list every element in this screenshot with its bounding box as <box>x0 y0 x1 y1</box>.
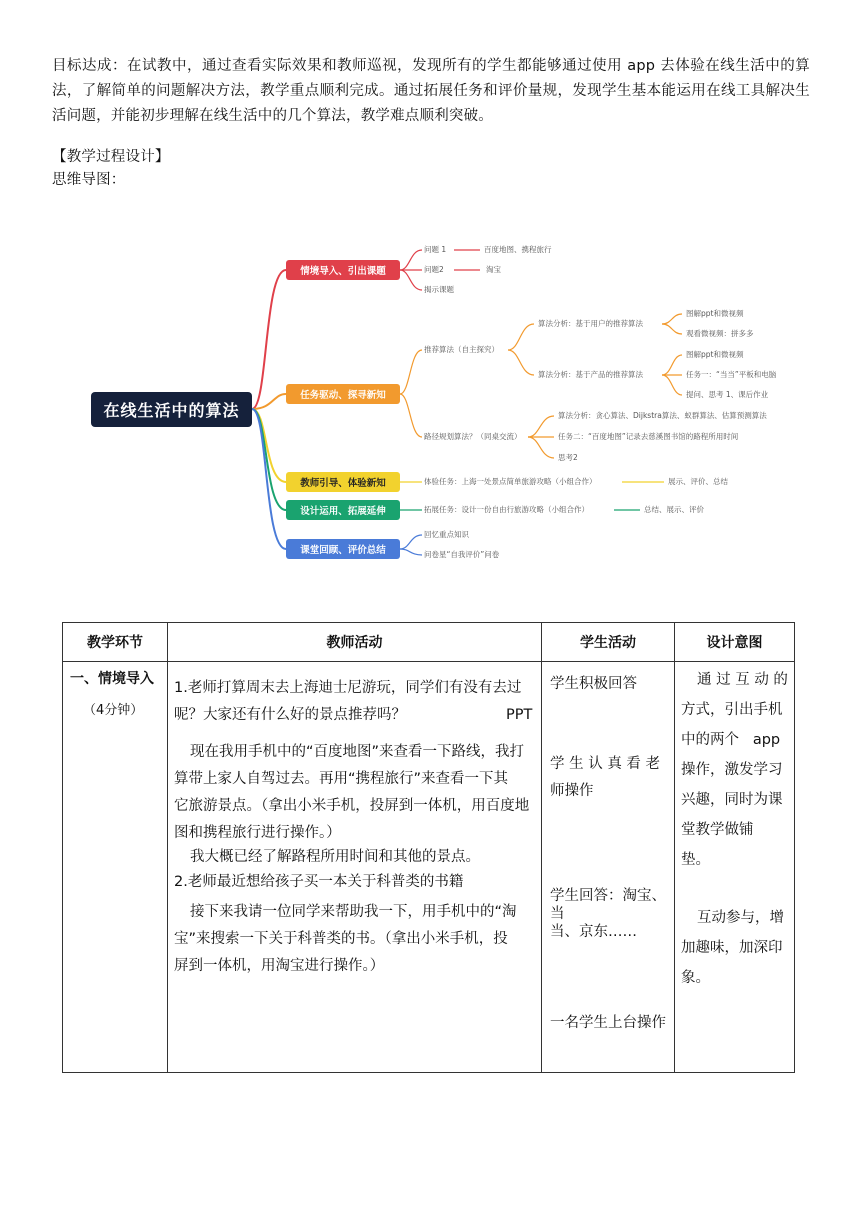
intent-line-1: 通 过 互 动 的 <box>697 672 788 688</box>
teacher-line-6: 图和携程旅行进行操作。） <box>174 825 341 841</box>
intent-line-6: 堂教学做铺 <box>681 822 754 838</box>
intent-line-2: 方式，引出手机 <box>681 702 783 718</box>
table-row <box>63 662 795 1073</box>
student-activity-4: 一名学生上台操作 <box>550 1015 666 1031</box>
student-activity-3b: 当 <box>550 906 565 922</box>
leaf-recommend: 推荐算法（自主探究） <box>424 345 499 354</box>
leaf-item-c: 提问、思考 1、课后作业 <box>686 390 769 399</box>
intent-line-7: 垫。 <box>681 852 710 868</box>
branch-intro: 情境导入、引出课题 <box>286 260 400 280</box>
lesson-table <box>62 622 795 1073</box>
intent-line-3: 中的两个 app <box>681 732 781 748</box>
leaf-recall: 回忆重点知识 <box>424 530 469 539</box>
stage-cell <box>63 662 168 1073</box>
branch-teacher-guide: 教师引导、体验新知 <box>286 472 400 492</box>
leaf-user-algo: 算法分析：基于用户的推荐算法 <box>538 319 643 328</box>
mind-map-caption: 思维导图： <box>52 172 126 188</box>
leaf-extension-task: 拓展任务：设计一份自由行旅游攻略（小组合作） <box>424 505 589 514</box>
leaf-path-b: 任务二：“百度地图”记录去慈溪图书馆的路程所用时间 <box>558 432 739 441</box>
header-teacher: 教师活动 <box>168 623 542 662</box>
intent-cell <box>675 662 795 1073</box>
header-stage: 教学环节 <box>63 623 168 662</box>
mind-map-root: 在线生活中的算法 <box>91 392 252 427</box>
teacher-line-7: 我大概已经了解路程所用时间和其他的景点。 <box>190 849 480 865</box>
branch-design-apply: 设计运用、拓展延伸 <box>286 500 400 520</box>
leaf-item-b: 任务一：“当当”平板和电脑 <box>686 370 777 379</box>
stage-title: 一、情境导入 <box>70 671 154 687</box>
branch-review: 课堂回顾、评价总结 <box>286 539 400 559</box>
leaf-question-2-app: 淘宝 <box>486 265 501 274</box>
section-heading: 【教学过程设计】 <box>52 149 170 165</box>
student-activity-1: 学生积极回答 <box>550 676 637 692</box>
leaf-item-algo: 算法分析：基于产品的推荐算法 <box>538 370 643 379</box>
goal-paragraph: 目标达成：在试教中，通过查看实际效果和教师巡视，发现所有的学生都能够通过使用 app 去体验在线生活中的算法，了解简单的问题解决方法，教学重点顺利完成。通过拓展任务和评价量规，发现学生基本能运用在线工具解决生活问题，并能初步理解在线生活中的几个算法，教学难点顺利突破。 <box>52 58 810 124</box>
teacher-line-3: 现在我用手机中的“百度地图”来查看一下路线，我打 <box>190 744 525 760</box>
intent-line-5: 兴趣，同时为课 <box>681 792 783 808</box>
leaf-item-a: 图解ppt和微视频 <box>686 350 744 359</box>
student-activity-2b: 师操作 <box>550 783 594 799</box>
leaf-experience-eval: 展示、评价、总结 <box>668 477 728 486</box>
intent-line-8: 互动参与，增 <box>697 910 784 926</box>
teacher-line-2: 呢？大家还有什么好的景点推荐吗？ <box>174 707 406 723</box>
leaf-experience-task: 体验任务：上海一处景点简单旅游攻略（小组合作） <box>424 477 597 486</box>
leaf-path-a: 算法分析：贪心算法、Dijkstra算法、蚁群算法、估算预测算法 <box>558 411 767 420</box>
teacher-line-11: 屏到一体机，用淘宝进行操作。） <box>174 958 385 974</box>
ppt-label: PPT <box>506 707 533 723</box>
stage-time: （4分钟） <box>83 703 144 718</box>
header-student: 学生活动 <box>542 623 675 662</box>
teacher-line-4: 算带上家人自驾过去。再用“携程旅行”来查看一下其 <box>174 771 509 787</box>
leaf-path-c: 思考2 <box>558 453 578 462</box>
student-cell <box>542 662 675 1073</box>
teacher-line-5: 它旅游景点。（拿出小米手机，投屏到一体机，用百度地 <box>174 798 530 814</box>
teacher-line-10: 宝”来搜索一下关于科普类的书。（拿出小米手机，投 <box>174 931 508 947</box>
mind-map <box>88 232 820 572</box>
leaf-user-b: 观看微视频：拼多多 <box>686 329 754 338</box>
teacher-line-8: 2.老师最近想给孩子买一本关于科普类的书籍 <box>174 874 464 890</box>
leaf-question-1: 问题 1 <box>424 245 447 254</box>
leaf-question-2: 问题2 <box>424 265 444 274</box>
header-intent: 设计意图 <box>675 623 795 662</box>
student-activity-3a: 学生回答：淘宝、 <box>550 888 666 904</box>
leaf-questionnaire: 问卷星“自我评价”问卷 <box>424 550 500 559</box>
student-activity-2a: 学 生 认 真 看 老 <box>550 756 661 772</box>
leaf-extension-eval: 总结、展示、评价 <box>644 505 704 514</box>
intent-line-9: 加趣味，加深印 <box>681 940 783 956</box>
leaf-user-a: 图解ppt和微视频 <box>686 309 744 318</box>
student-activity-3c: 当、京东…… <box>550 924 637 940</box>
teacher-line-1: 1.老师打算周末去上海迪士尼游玩，同学们有没有去过 <box>174 680 522 696</box>
teacher-cell <box>168 662 542 1073</box>
leaf-path-planning: 路径规划算法？（同桌交流） <box>424 432 522 441</box>
table-header-row <box>63 623 795 662</box>
branch-task-driven: 任务驱动、探寻新知 <box>286 384 400 404</box>
leaf-question-1-apps: 百度地图、携程旅行 <box>484 245 552 254</box>
teacher-line-9: 接下来我请一位同学来帮助我一下，用手机中的“淘 <box>190 904 517 920</box>
leaf-reveal-topic: 揭示课题 <box>424 285 454 294</box>
intent-line-10: 象。 <box>681 970 710 986</box>
intent-line-4: 操作，激发学习 <box>681 762 783 778</box>
